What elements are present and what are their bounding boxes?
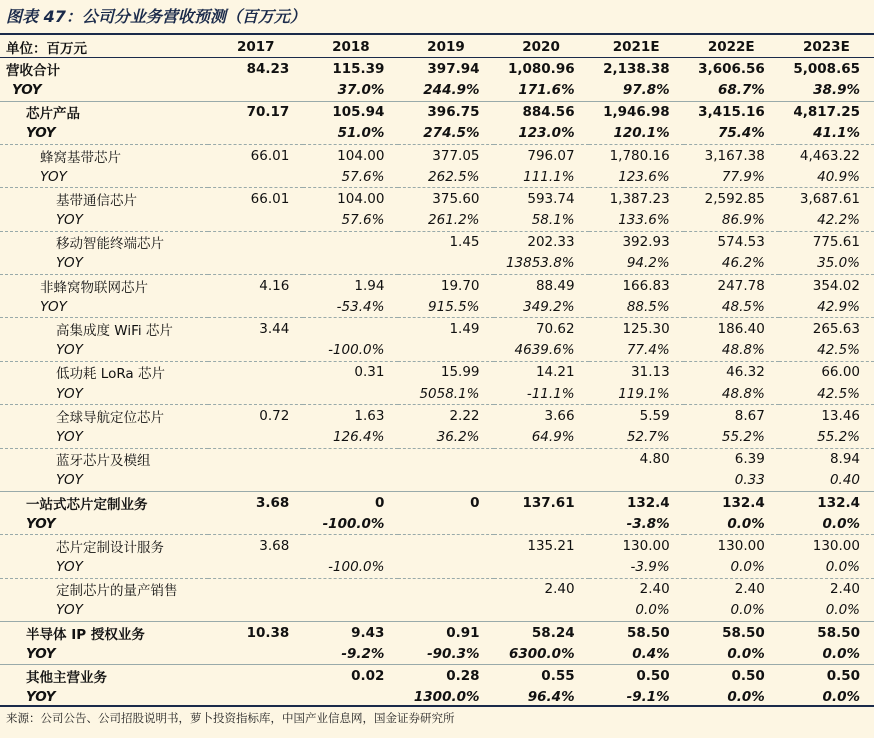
cell-value: 3.66: [494, 405, 589, 427]
cell-value: 41.1%: [813, 125, 860, 142]
table-row: [0, 166, 874, 188]
cell-value: 111.1%: [523, 168, 575, 185]
table-row: [0, 383, 874, 405]
cell-value: [398, 470, 493, 492]
cell-value: [494, 470, 589, 492]
cell-value: [208, 557, 303, 579]
cell-value: [208, 448, 303, 470]
cell-value: 42.9%: [817, 298, 860, 315]
cell-value: 2.40: [779, 578, 874, 600]
cell-value: -3.8%: [626, 515, 670, 532]
cell-value: 2,138.38: [603, 60, 670, 77]
cell-value: 186.40: [684, 318, 779, 340]
cell-value: [398, 448, 493, 470]
cell-value: 0.50: [589, 665, 684, 687]
table-row: [0, 535, 874, 557]
header-unit: 单位：百万元: [0, 36, 208, 58]
table-row: [0, 101, 874, 123]
cell-value: 1,946.98: [589, 101, 684, 123]
row-label: 营收合计: [6, 62, 60, 79]
cell-value: 66.01: [208, 144, 303, 166]
row-label: 半导体 IP 授权业务: [0, 622, 208, 644]
cell-value: [208, 210, 303, 232]
row-label: 定制芯片的量产销售: [0, 578, 208, 600]
cell-value: 796.07: [494, 144, 589, 166]
row-label: 全球导航定位芯片: [0, 405, 208, 427]
cell-value: 48.8%: [721, 385, 765, 402]
cell-value: [303, 253, 398, 275]
cell-value: 130.00: [589, 535, 684, 557]
header-2021e: 2021E: [589, 36, 684, 58]
row-label: YOY: [12, 81, 42, 98]
cell-value: 3,415.16: [684, 101, 779, 123]
row-label: YOY: [56, 559, 83, 576]
row-label: 其他主营业务: [0, 665, 208, 687]
cell-value: [208, 578, 303, 600]
table-row: [0, 79, 874, 101]
cell-value: 1.63: [303, 405, 398, 427]
row-label: YOY: [56, 342, 83, 359]
cell-value: [208, 600, 303, 622]
cell-value: 42.2%: [817, 212, 860, 229]
cell-value: [208, 513, 303, 535]
cell-value: 58.50: [779, 622, 874, 644]
cell-value: -90.3%: [427, 645, 480, 662]
cell-value: 0: [303, 491, 398, 513]
header-2023e: 2023E: [779, 36, 874, 58]
row-label: YOY: [26, 645, 56, 662]
cell-value: 593.74: [494, 188, 589, 210]
cell-value: -100.0%: [328, 342, 385, 359]
cell-value: 66.01: [208, 188, 303, 210]
cell-value: 0.0%: [822, 645, 860, 662]
cell-value: 2.40: [684, 578, 779, 600]
cell-value: 42.5%: [817, 342, 860, 359]
cell-value: 58.50: [684, 622, 779, 644]
cell-value: 5.59: [589, 405, 684, 427]
table-row: [0, 513, 874, 535]
cell-value: 35.0%: [817, 255, 860, 272]
cell-value: 123.0%: [518, 125, 575, 142]
table-header-row: [0, 36, 874, 58]
cell-value: 4.16: [208, 275, 303, 297]
cell-value: 915.5%: [428, 298, 480, 315]
cell-value: 5058.1%: [419, 385, 480, 402]
row-label: 移动智能终端芯片: [0, 231, 208, 253]
cell-value: [208, 231, 303, 253]
cell-value: 4639.6%: [514, 342, 575, 359]
cell-value: [208, 643, 303, 665]
cell-value: 0.72: [208, 405, 303, 427]
table-row: [0, 296, 874, 318]
row-label: YOY: [56, 212, 83, 229]
header-2019: 2019: [398, 36, 493, 58]
cell-value: 36.2%: [436, 428, 480, 445]
cell-value: 130.00: [779, 535, 874, 557]
cell-value: 14.21: [494, 361, 589, 383]
cell-value: [494, 600, 589, 622]
row-label: 蓝牙芯片及模组: [0, 448, 208, 470]
cell-value: [303, 578, 398, 600]
cell-value: 42.5%: [817, 385, 860, 402]
title-rule: [0, 33, 874, 35]
cell-value: 77.9%: [721, 168, 765, 185]
cell-value: 1.94: [303, 275, 398, 297]
cell-value: 135.21: [494, 535, 589, 557]
cell-value: 132.4: [779, 491, 874, 513]
row-label: YOY: [26, 125, 56, 142]
row-label: YOY: [26, 515, 56, 532]
cell-value: 55.2%: [817, 428, 860, 445]
cell-value: 55.2%: [721, 428, 765, 445]
cell-value: 4,817.25: [779, 101, 874, 123]
cell-value: -53.4%: [336, 298, 385, 315]
cell-value: 377.05: [398, 144, 493, 166]
cell-value: [303, 231, 398, 253]
cell-value: 96.4%: [527, 689, 575, 706]
cell-value: -9.1%: [626, 689, 670, 706]
cell-value: 38.9%: [813, 81, 860, 98]
cell-value: 115.39: [332, 60, 385, 77]
cell-value: 77.4%: [626, 342, 670, 359]
row-label: 芯片产品: [0, 101, 208, 123]
cell-value: [208, 123, 303, 145]
cell-value: 120.1%: [613, 125, 670, 142]
cell-value: 3.68: [208, 491, 303, 513]
cell-value: 3,167.38: [684, 144, 779, 166]
row-label: YOY: [56, 602, 83, 619]
cell-value: 123.6%: [618, 168, 670, 185]
cell-value: 64.9%: [531, 428, 575, 445]
cell-value: 133.6%: [618, 212, 670, 229]
cell-value: 1300.0%: [413, 689, 480, 706]
row-label: 非蜂窝物联网芯片: [0, 275, 208, 297]
table-row: [0, 58, 874, 80]
cell-value: 247.78: [684, 275, 779, 297]
cell-value: 2.40: [589, 578, 684, 600]
cell-value: 10.38: [208, 622, 303, 644]
cell-value: [208, 253, 303, 275]
cell-value: 0.31: [303, 361, 398, 383]
cell-value: 8.67: [684, 405, 779, 427]
cell-value: 3,606.56: [698, 60, 765, 77]
bottom-rule: [0, 705, 874, 707]
cell-value: [398, 535, 493, 557]
cell-value: 0.0%: [825, 559, 860, 576]
cell-value: 48.5%: [721, 298, 765, 315]
cell-value: 52.7%: [626, 428, 670, 445]
cell-value: 51.0%: [337, 125, 385, 142]
cell-value: 31.13: [589, 361, 684, 383]
cell-value: 1,387.23: [589, 188, 684, 210]
cell-value: [494, 557, 589, 579]
cell-value: 202.33: [494, 231, 589, 253]
row-label: 蜂窝基带芯片: [0, 144, 208, 166]
cell-value: 375.60: [398, 188, 493, 210]
cell-value: 0.0%: [730, 559, 765, 576]
table-row: [0, 231, 874, 253]
cell-value: 58.50: [589, 622, 684, 644]
row-label: YOY: [40, 298, 67, 315]
row-label: YOY: [40, 168, 67, 185]
cell-value: [398, 340, 493, 362]
cell-value: [303, 448, 398, 470]
cell-value: -3.9%: [630, 559, 670, 576]
cell-value: 1,780.16: [589, 144, 684, 166]
cell-value: 5,008.65: [793, 60, 860, 77]
cell-value: [398, 253, 493, 275]
cell-value: 0.0%: [730, 602, 765, 619]
cell-value: 2.40: [494, 578, 589, 600]
table-row: [0, 470, 874, 492]
cell-value: [303, 383, 398, 405]
cell-value: [208, 166, 303, 188]
cell-value: 4.80: [589, 448, 684, 470]
table-row: [0, 253, 874, 275]
cell-value: 3,687.61: [779, 188, 874, 210]
cell-value: [208, 340, 303, 362]
cell-value: 349.2%: [523, 298, 575, 315]
cell-value: -100.0%: [322, 515, 385, 532]
row-label: 高集成度 WiFi 芯片: [0, 318, 208, 340]
cell-value: 88.5%: [626, 298, 670, 315]
cell-value: 15.99: [398, 361, 493, 383]
cell-value: 13.46: [779, 405, 874, 427]
row-label: YOY: [56, 472, 83, 489]
cell-value: 119.1%: [618, 385, 670, 402]
cell-value: 6300.0%: [508, 645, 575, 662]
cell-value: 0.0%: [635, 602, 670, 619]
cell-value: [494, 513, 589, 535]
cell-value: 104.00: [303, 188, 398, 210]
cell-value: 0.0%: [822, 515, 860, 532]
row-label: 基带通信芯片: [0, 188, 208, 210]
header-2017: 2017: [208, 36, 303, 58]
table-row: [0, 665, 874, 687]
table-row: [0, 491, 874, 513]
cell-value: 2,592.85: [684, 188, 779, 210]
cell-value: 57.6%: [341, 168, 385, 185]
cell-value: 8.94: [779, 448, 874, 470]
header-2018: 2018: [303, 36, 398, 58]
cell-value: 40.9%: [817, 168, 860, 185]
cell-value: -9.2%: [341, 645, 385, 662]
cell-value: 125.30: [589, 318, 684, 340]
cell-value: 392.93: [589, 231, 684, 253]
cell-value: 265.63: [779, 318, 874, 340]
cell-value: [398, 557, 493, 579]
row-label: YOY: [56, 255, 83, 272]
table-row: [0, 318, 874, 340]
cell-value: 0.4%: [632, 645, 670, 662]
cell-value: 13853.8%: [505, 255, 575, 272]
cell-value: 1,080.96: [507, 60, 575, 77]
cell-value: 1.49: [398, 318, 493, 340]
cell-value: 0.91: [398, 622, 493, 644]
table-row: [0, 340, 874, 362]
cell-value: [398, 578, 493, 600]
cell-value: [494, 448, 589, 470]
cell-value: 9.43: [303, 622, 398, 644]
cell-value: [208, 361, 303, 383]
cell-value: 0.33: [734, 472, 765, 489]
cell-value: 244.9%: [423, 81, 480, 98]
table-body: [0, 58, 874, 708]
cell-value: 46.32: [684, 361, 779, 383]
table-row: [0, 361, 874, 383]
cell-value: 70.17: [208, 101, 303, 123]
cell-value: 396.75: [398, 101, 493, 123]
table-row: [0, 123, 874, 145]
cell-value: 68.7%: [717, 81, 765, 98]
cell-value: -11.1%: [526, 385, 575, 402]
cell-value: 6.39: [684, 448, 779, 470]
figure-title: 图表 47：公司分业务营收预测（百万元）: [6, 7, 306, 26]
cell-value: 574.53: [684, 231, 779, 253]
cell-value: 166.83: [589, 275, 684, 297]
cell-value: [208, 665, 303, 687]
cell-value: 97.8%: [622, 81, 670, 98]
cell-value: 261.2%: [428, 212, 480, 229]
cell-value: 58.1%: [531, 212, 575, 229]
cell-value: 884.56: [494, 101, 589, 123]
cell-value: [208, 383, 303, 405]
cell-value: [208, 470, 303, 492]
cell-value: 48.8%: [721, 342, 765, 359]
cell-value: 354.02: [779, 275, 874, 297]
cell-value: 0.40: [829, 472, 860, 489]
row-label: YOY: [26, 689, 56, 706]
cell-value: 4,463.22: [779, 144, 874, 166]
cell-value: 57.6%: [341, 212, 385, 229]
cell-value: -100.0%: [328, 559, 385, 576]
header-2022e: 2022E: [684, 36, 779, 58]
table-row: [0, 557, 874, 579]
cell-value: 104.00: [303, 144, 398, 166]
cell-value: 1.45: [398, 231, 493, 253]
cell-value: [303, 318, 398, 340]
cell-value: 397.94: [427, 60, 480, 77]
table-row: [0, 578, 874, 600]
cell-value: 132.4: [684, 491, 779, 513]
cell-value: [589, 470, 684, 492]
cell-value: 0.02: [303, 665, 398, 687]
cell-value: 84.23: [246, 60, 290, 77]
table-row: [0, 210, 874, 232]
cell-value: 88.49: [494, 275, 589, 297]
cell-value: 2.22: [398, 405, 493, 427]
cell-value: 132.4: [589, 491, 684, 513]
cell-value: 262.5%: [428, 168, 480, 185]
table-row: [0, 275, 874, 297]
cell-value: 46.2%: [721, 255, 765, 272]
table-row: [0, 448, 874, 470]
revenue-forecast-table: [0, 36, 874, 708]
cell-value: 58.24: [494, 622, 589, 644]
cell-value: 75.4%: [717, 125, 765, 142]
cell-value: 130.00: [684, 535, 779, 557]
cell-value: [303, 600, 398, 622]
cell-value: 0: [398, 491, 493, 513]
row-label: 芯片定制设计服务: [0, 535, 208, 557]
cell-value: [303, 535, 398, 557]
cell-value: 171.6%: [518, 81, 575, 98]
cell-value: [398, 513, 493, 535]
cell-value: 775.61: [779, 231, 874, 253]
row-label: YOY: [56, 385, 83, 402]
cell-value: 66.00: [779, 361, 874, 383]
cell-value: 0.55: [494, 665, 589, 687]
header-2020: 2020: [494, 36, 589, 58]
table-row: [0, 622, 874, 644]
cell-value: 0.28: [398, 665, 493, 687]
cell-value: 0.0%: [727, 645, 765, 662]
cell-value: 0.50: [684, 665, 779, 687]
source-note: 来源：公司公告、公司招股说明书，萝卜投资指标库，中国产业信息网，国金证券研究所: [6, 711, 455, 725]
cell-value: 137.61: [494, 491, 589, 513]
table-row: [0, 144, 874, 166]
table-row: [0, 426, 874, 448]
table-row: [0, 188, 874, 210]
cell-value: 126.4%: [332, 428, 385, 445]
table-row: [0, 643, 874, 665]
cell-value: 3.68: [208, 535, 303, 557]
cell-value: 0.50: [779, 665, 874, 687]
cell-value: [208, 426, 303, 448]
cell-value: 105.94: [303, 101, 398, 123]
cell-value: 0.0%: [825, 602, 860, 619]
cell-value: 19.70: [398, 275, 493, 297]
cell-value: 86.9%: [721, 212, 765, 229]
cell-value: 0.0%: [822, 689, 860, 706]
table-row: [0, 405, 874, 427]
cell-value: [208, 79, 303, 101]
cell-value: 274.5%: [423, 125, 480, 142]
row-label: 低功耗 LoRa 芯片: [0, 361, 208, 383]
row-label: YOY: [56, 428, 83, 445]
table-row: [0, 600, 874, 622]
cell-value: [303, 470, 398, 492]
cell-value: [208, 296, 303, 318]
cell-value: 37.0%: [337, 81, 385, 98]
row-label: 一站式芯片定制业务: [0, 491, 208, 513]
cell-value: 70.62: [494, 318, 589, 340]
cell-value: 94.2%: [626, 255, 670, 272]
cell-value: 3.44: [208, 318, 303, 340]
cell-value: 0.0%: [727, 689, 765, 706]
cell-value: 0.0%: [727, 515, 765, 532]
cell-value: [398, 600, 493, 622]
